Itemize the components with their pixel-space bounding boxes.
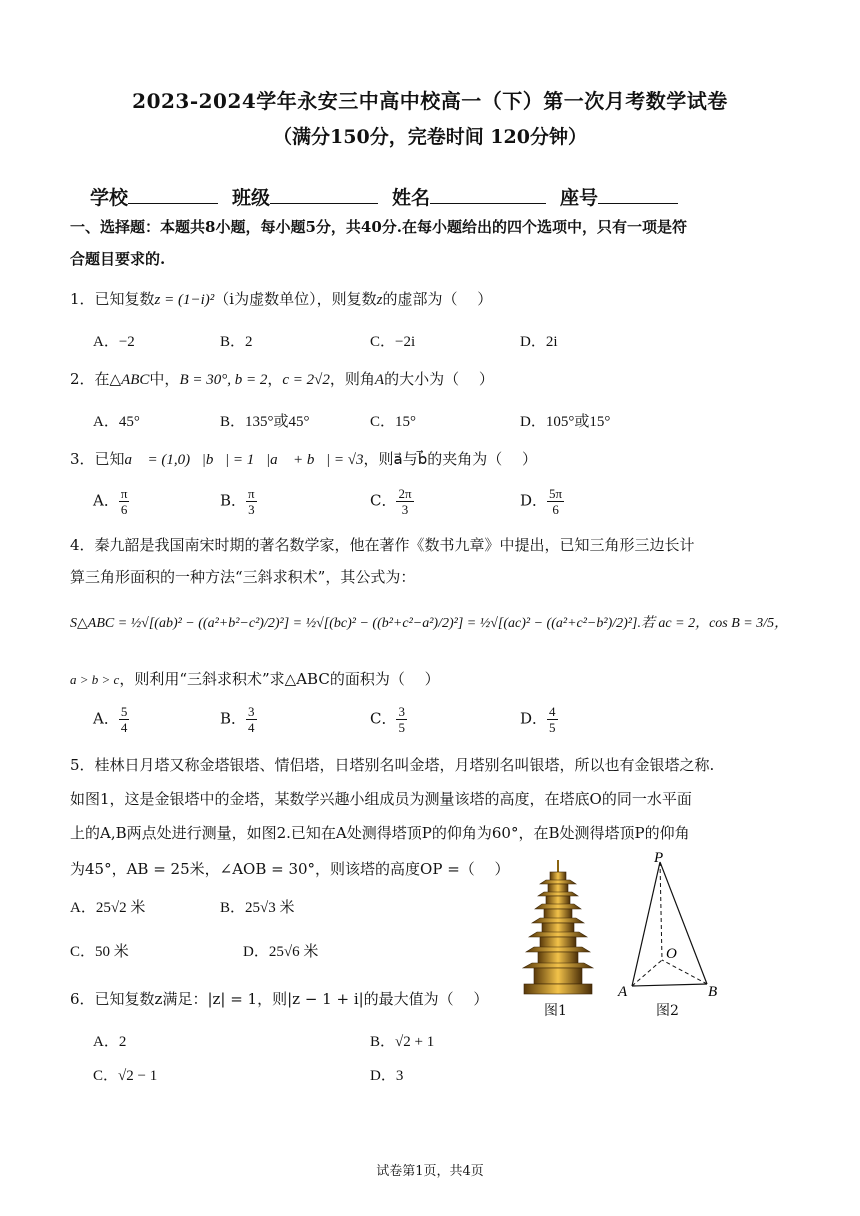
- q2-tri: △ABC: [109, 372, 150, 388]
- option-letter: C．: [370, 709, 397, 728]
- denominator: 5: [398, 720, 405, 735]
- option-fraction: [547, 704, 558, 735]
- section-heading-line2: 合题目要求的.: [70, 250, 166, 268]
- q2-cond: B = 30°, b = 2: [179, 372, 268, 388]
- q2-sep: ，: [267, 370, 283, 388]
- numerator: π: [248, 486, 255, 501]
- option-letter: B．: [220, 491, 247, 510]
- numerator: 3: [398, 704, 405, 719]
- golden-pagoda-figure: [518, 858, 598, 996]
- student-info-fields: [90, 183, 692, 210]
- school-blank[interactable]: [128, 183, 218, 204]
- denominator: 6: [552, 502, 559, 517]
- exam-subtitle: （满分150分，完卷时间 120分钟）: [273, 126, 587, 148]
- q4-line3: [70, 664, 440, 695]
- q1-option-b[interactable]: B．2: [220, 334, 253, 350]
- name-label: 姓名: [392, 187, 431, 209]
- q3-c1: a⃗ = (1,0): [124, 452, 191, 468]
- denominator: 3: [401, 502, 409, 517]
- numerator: 5π: [549, 486, 563, 501]
- q4-cond-tail: .若 ac = 2，cos B = 3/5，: [637, 616, 789, 631]
- q4-option-a[interactable]: [93, 704, 129, 735]
- label-B: B: [708, 984, 718, 1000]
- option-fraction: [396, 486, 413, 517]
- q2-option-c[interactable]: C．15°: [370, 414, 417, 430]
- q6-option-c[interactable]: C．√2 − 1: [93, 1068, 158, 1084]
- name-blank[interactable]: [430, 183, 546, 204]
- option-fraction: [246, 704, 257, 735]
- label-P: P: [654, 850, 664, 866]
- q6-option-a[interactable]: A．2: [93, 1034, 127, 1050]
- figure-1-caption: 图1: [544, 1003, 567, 1019]
- question-2: [70, 364, 494, 395]
- q4-cond: a > b > c: [70, 672, 120, 687]
- numerator: 2π: [398, 486, 412, 501]
- question-3: [70, 444, 537, 475]
- numerator: 5: [120, 704, 128, 719]
- q4-line2: 算三角形面积的一种方法“三斜求积术”，其公式为：: [70, 568, 416, 586]
- q3-option-d[interactable]: [520, 486, 564, 517]
- option-letter: D．: [520, 709, 548, 728]
- q5-option-b[interactable]: B．25√3 米: [220, 900, 295, 916]
- q5-line3: 上的A,B两点处进行测量，如图2.已知在A处测得塔顶P的仰角为60°，在B处测得塔顶P的仰角: [70, 824, 690, 842]
- page-footer: 试卷第1页，共4页: [376, 1164, 484, 1179]
- numerator: 4: [549, 704, 556, 719]
- q2-mid2: ，则角: [329, 370, 375, 388]
- section-heading-line1: 一、选择题：本题共8小题，每小题5分，共40分.在每小题给出的四个选项中，只有一项是符: [70, 218, 687, 236]
- q2-option-d[interactable]: D．105°或15°: [520, 414, 611, 430]
- q3-option-a[interactable]: [93, 486, 129, 517]
- figure-2-caption: 图2: [656, 1003, 679, 1019]
- q2-cond2: c = 2√2: [282, 372, 330, 388]
- q2-option-a[interactable]: A．45°: [93, 414, 140, 430]
- q2-option-b[interactable]: B．135°或45°: [220, 414, 310, 430]
- denominator: 6: [120, 502, 128, 517]
- option-letter: A．: [93, 491, 119, 510]
- q2-pre: 2．在: [70, 370, 110, 388]
- q1-option-c[interactable]: C．−2i: [370, 334, 416, 350]
- q1-pre: 1．已知复数: [70, 290, 155, 308]
- q4-option-c[interactable]: [370, 704, 407, 735]
- denominator: 4: [120, 720, 128, 735]
- school-label: 学校: [90, 187, 129, 209]
- option-fraction: [246, 486, 257, 517]
- q6-option-b[interactable]: B．√2 + 1: [370, 1034, 435, 1050]
- q2-A: A: [374, 372, 385, 388]
- question-6: 6．已知复数z满足：|z| = 1，则|z − 1 + i|的最大值为（ ）: [70, 990, 489, 1008]
- q1-option-d[interactable]: D．2i: [520, 334, 558, 350]
- q1-option-a[interactable]: A．−2: [93, 334, 135, 350]
- option-letter: A．: [93, 709, 119, 728]
- option-letter: B．: [220, 709, 247, 728]
- q6-option-d[interactable]: D．3: [370, 1068, 404, 1084]
- q2-post: 的大小为（ ）: [384, 370, 494, 388]
- tetrahedron-diagram: [612, 850, 732, 1000]
- q5-line1: 5．桂林日月塔又称金塔银塔、情侣塔，日塔别名叫金塔，月塔别名叫银塔，所以也有金银塔之称.: [70, 756, 715, 774]
- question-1: [70, 284, 492, 315]
- denominator: 5: [549, 720, 556, 735]
- q4-line3-text: ，则利用“三斜求积术”求△ABC的面积为（ ）: [119, 670, 440, 688]
- class-label: 班级: [232, 187, 271, 209]
- q4-option-d[interactable]: [520, 704, 558, 735]
- q3-option-b[interactable]: [220, 486, 257, 517]
- seat-label: 座号: [560, 187, 599, 209]
- seat-blank[interactable]: [598, 183, 678, 204]
- q5-option-a[interactable]: A．25√2 米: [70, 900, 146, 916]
- denominator: 4: [248, 720, 255, 735]
- q5-option-c[interactable]: C．50 米: [70, 944, 129, 960]
- denominator: 3: [248, 502, 255, 517]
- option-fraction: [119, 704, 130, 735]
- option-fraction: [396, 704, 407, 735]
- numerator: π: [120, 486, 128, 501]
- q3-option-c[interactable]: [370, 486, 414, 517]
- class-blank[interactable]: [270, 183, 378, 204]
- q5-option-d[interactable]: D．25√6 米: [243, 944, 319, 960]
- option-fraction: [547, 486, 564, 517]
- label-A: A: [618, 984, 628, 1000]
- q5-line2: 如图1，这是金银塔中的金塔，某数学兴趣小组成员为测量该塔的高度，在塔底O的同一水平面: [70, 790, 692, 808]
- q1-mid: （i为虚数单位），则复数: [214, 290, 377, 308]
- q4-formula-row: [70, 612, 788, 632]
- q4-option-b[interactable]: [220, 704, 257, 735]
- option-fraction: [119, 486, 130, 517]
- q3-post: ，则a⃗与b⃗的夹角为（ ）: [363, 450, 537, 468]
- option-letter: D．: [520, 491, 548, 510]
- label-O: O: [666, 946, 677, 962]
- numerator: 3: [248, 704, 255, 719]
- q1-expr: z = (1−i)²: [154, 292, 215, 308]
- q4-formula: S△ABC = ½√[(ab)² − ((a²+b²−c²)/2)²] = ½√[(bc)² − ((b²+c²−a²)/2)²] = ½√[(ac)² − ((a²+c²−b²)/2)²]: [70, 616, 638, 631]
- q4-line1: 4．秦九韶是我国南宋时期的著名数学家，他在著作《数书九章》中提出，已知三角形三边长计: [70, 536, 695, 554]
- q1-post: 的虚部为（ ）: [382, 290, 493, 308]
- q3-pre: 3．已知: [70, 450, 125, 468]
- q1-z: z: [376, 292, 383, 308]
- q2-mid1: 中，: [149, 370, 180, 388]
- option-letter: C．: [370, 491, 397, 510]
- q3-c2: ，|b⃗| = 1，|a⃗ + b⃗| = √3: [190, 452, 364, 468]
- exam-title: 2023-2024学年永安三中高中校高一（下）第一次月考数学试卷: [132, 89, 728, 113]
- q5-line4: 为45°，AB = 25米，∠AOB = 30°，则该塔的高度OP =（ ）: [70, 860, 510, 878]
